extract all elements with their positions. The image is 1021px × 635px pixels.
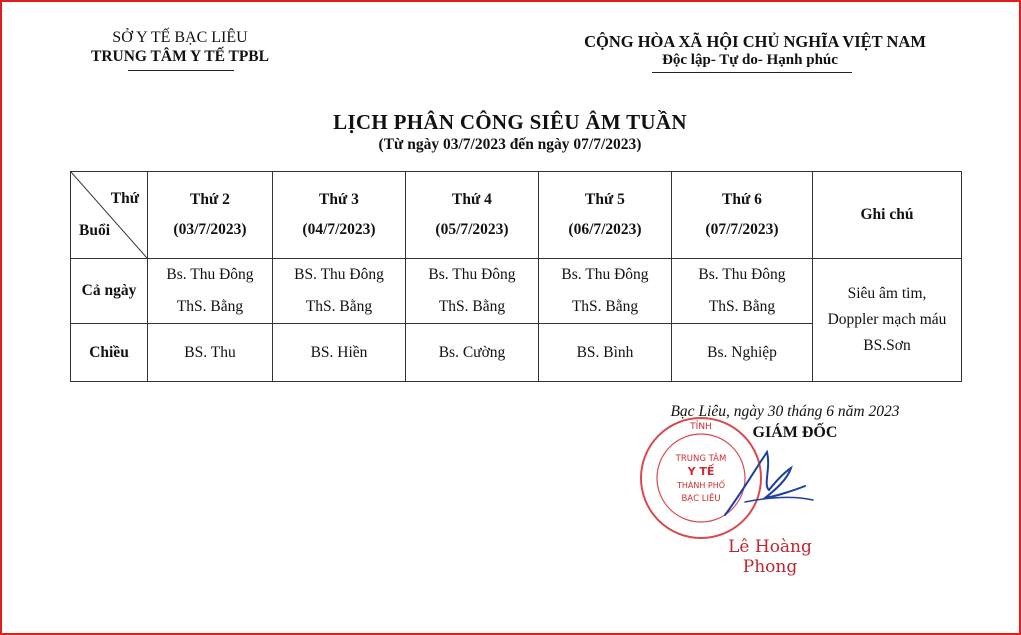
corner-day-label: Thứ: [110, 190, 139, 207]
table-cell: [539, 259, 672, 324]
stamp-top-text: TỈNH: [690, 422, 712, 432]
row-label-afternoon: Chiều: [71, 324, 148, 382]
day-name: Thứ 4: [452, 191, 492, 208]
note-line: BS.Sơn: [863, 337, 911, 354]
day-date: (03/7/2023): [173, 221, 247, 238]
col-header-mon: [148, 172, 273, 259]
nation-line-2: Độc lập- Tự do- Hạnh phúc: [662, 52, 838, 68]
table-cell: [672, 259, 813, 324]
cell-line: Bs. Thu Đông: [428, 266, 516, 283]
table-cell: BS. Hiền: [273, 324, 406, 382]
col-header-note: Ghi chú: [813, 172, 962, 259]
stamp-line-3: THÀNH PHỐ: [676, 481, 726, 490]
cell-line: ThS. Bằng: [176, 298, 244, 315]
corner-cell: [71, 172, 148, 259]
nation-line-1: CỘNG HÒA XÃ HỘI CHỦ NGHĨA VIỆT NAM: [584, 32, 926, 51]
day-date: (05/7/2023): [435, 221, 509, 238]
note-line: Siêu âm tim,: [847, 285, 927, 302]
stamp-line-2: Y TẾ: [687, 465, 715, 478]
signer-name: Lê Hoàng Phong: [728, 537, 812, 577]
schedule-table: [70, 171, 962, 382]
table-row-full-day: [71, 259, 962, 324]
table-cell: [273, 259, 406, 324]
place-date: Bạc Liêu, ngày 30 tháng 6 năm 2023: [670, 403, 900, 420]
org-underline: [128, 70, 234, 71]
col-header-tue: [273, 172, 406, 259]
org-line-2: TRUNG TÂM Y TẾ TPBL: [90, 48, 269, 65]
table-cell: Bs. Nghiệp: [672, 324, 813, 382]
note-line: Doppler mạch máu: [827, 311, 947, 328]
table-cell: BS. Thu: [148, 324, 273, 382]
org-line-1: SỞ Y TẾ BẠC LIÊU: [112, 29, 248, 46]
note-cell: [813, 259, 962, 382]
day-name: Thứ 5: [585, 191, 625, 208]
stamp-line-1: TRUNG TÂM: [675, 454, 727, 464]
table-cell: [148, 259, 273, 324]
cell-line: Bs. Thu Đông: [561, 266, 649, 283]
col-header-thu: [539, 172, 672, 259]
col-header-wed: [406, 172, 539, 259]
header-row: [71, 172, 962, 259]
day-name: Thứ 3: [319, 191, 359, 208]
day-date: (04/7/2023): [302, 221, 376, 238]
nation-underline: [652, 72, 852, 73]
col-header-fri: [672, 172, 813, 259]
cell-line: ThS. Bằng: [305, 298, 373, 315]
signature: [705, 440, 825, 530]
cell-line: Bs. Thu Đông: [166, 266, 254, 283]
diagonal-line: [71, 172, 147, 258]
cell-line: BS. Thu Đông: [294, 266, 384, 283]
stamp-line-4: BẠC LIÊU: [681, 494, 721, 504]
document-title: LỊCH PHÂN CÔNG SIÊU ÂM TUẦN: [333, 110, 687, 134]
day-date: (07/7/2023): [705, 221, 779, 238]
cell-line: ThS. Bằng: [708, 298, 776, 315]
row-label-full-day: Cả ngày: [71, 259, 148, 324]
director-title: GIÁM ĐỐC: [752, 424, 838, 441]
day-date: (06/7/2023): [568, 221, 642, 238]
table-cell: BS. Bình: [539, 324, 672, 382]
corner-session-label: Buổi: [79, 222, 111, 239]
document-subtitle: (Từ ngày 03/7/2023 đến ngày 07/7/2023): [378, 136, 642, 153]
cell-line: Bs. Thu Đông: [698, 266, 786, 283]
cell-line: ThS. Bằng: [571, 298, 639, 315]
table-cell: [406, 259, 539, 324]
day-name: Thứ 2: [190, 191, 230, 208]
day-name: Thứ 6: [722, 191, 762, 208]
table-cell: Bs. Cường: [406, 324, 539, 382]
cell-line: ThS. Bằng: [438, 298, 506, 315]
